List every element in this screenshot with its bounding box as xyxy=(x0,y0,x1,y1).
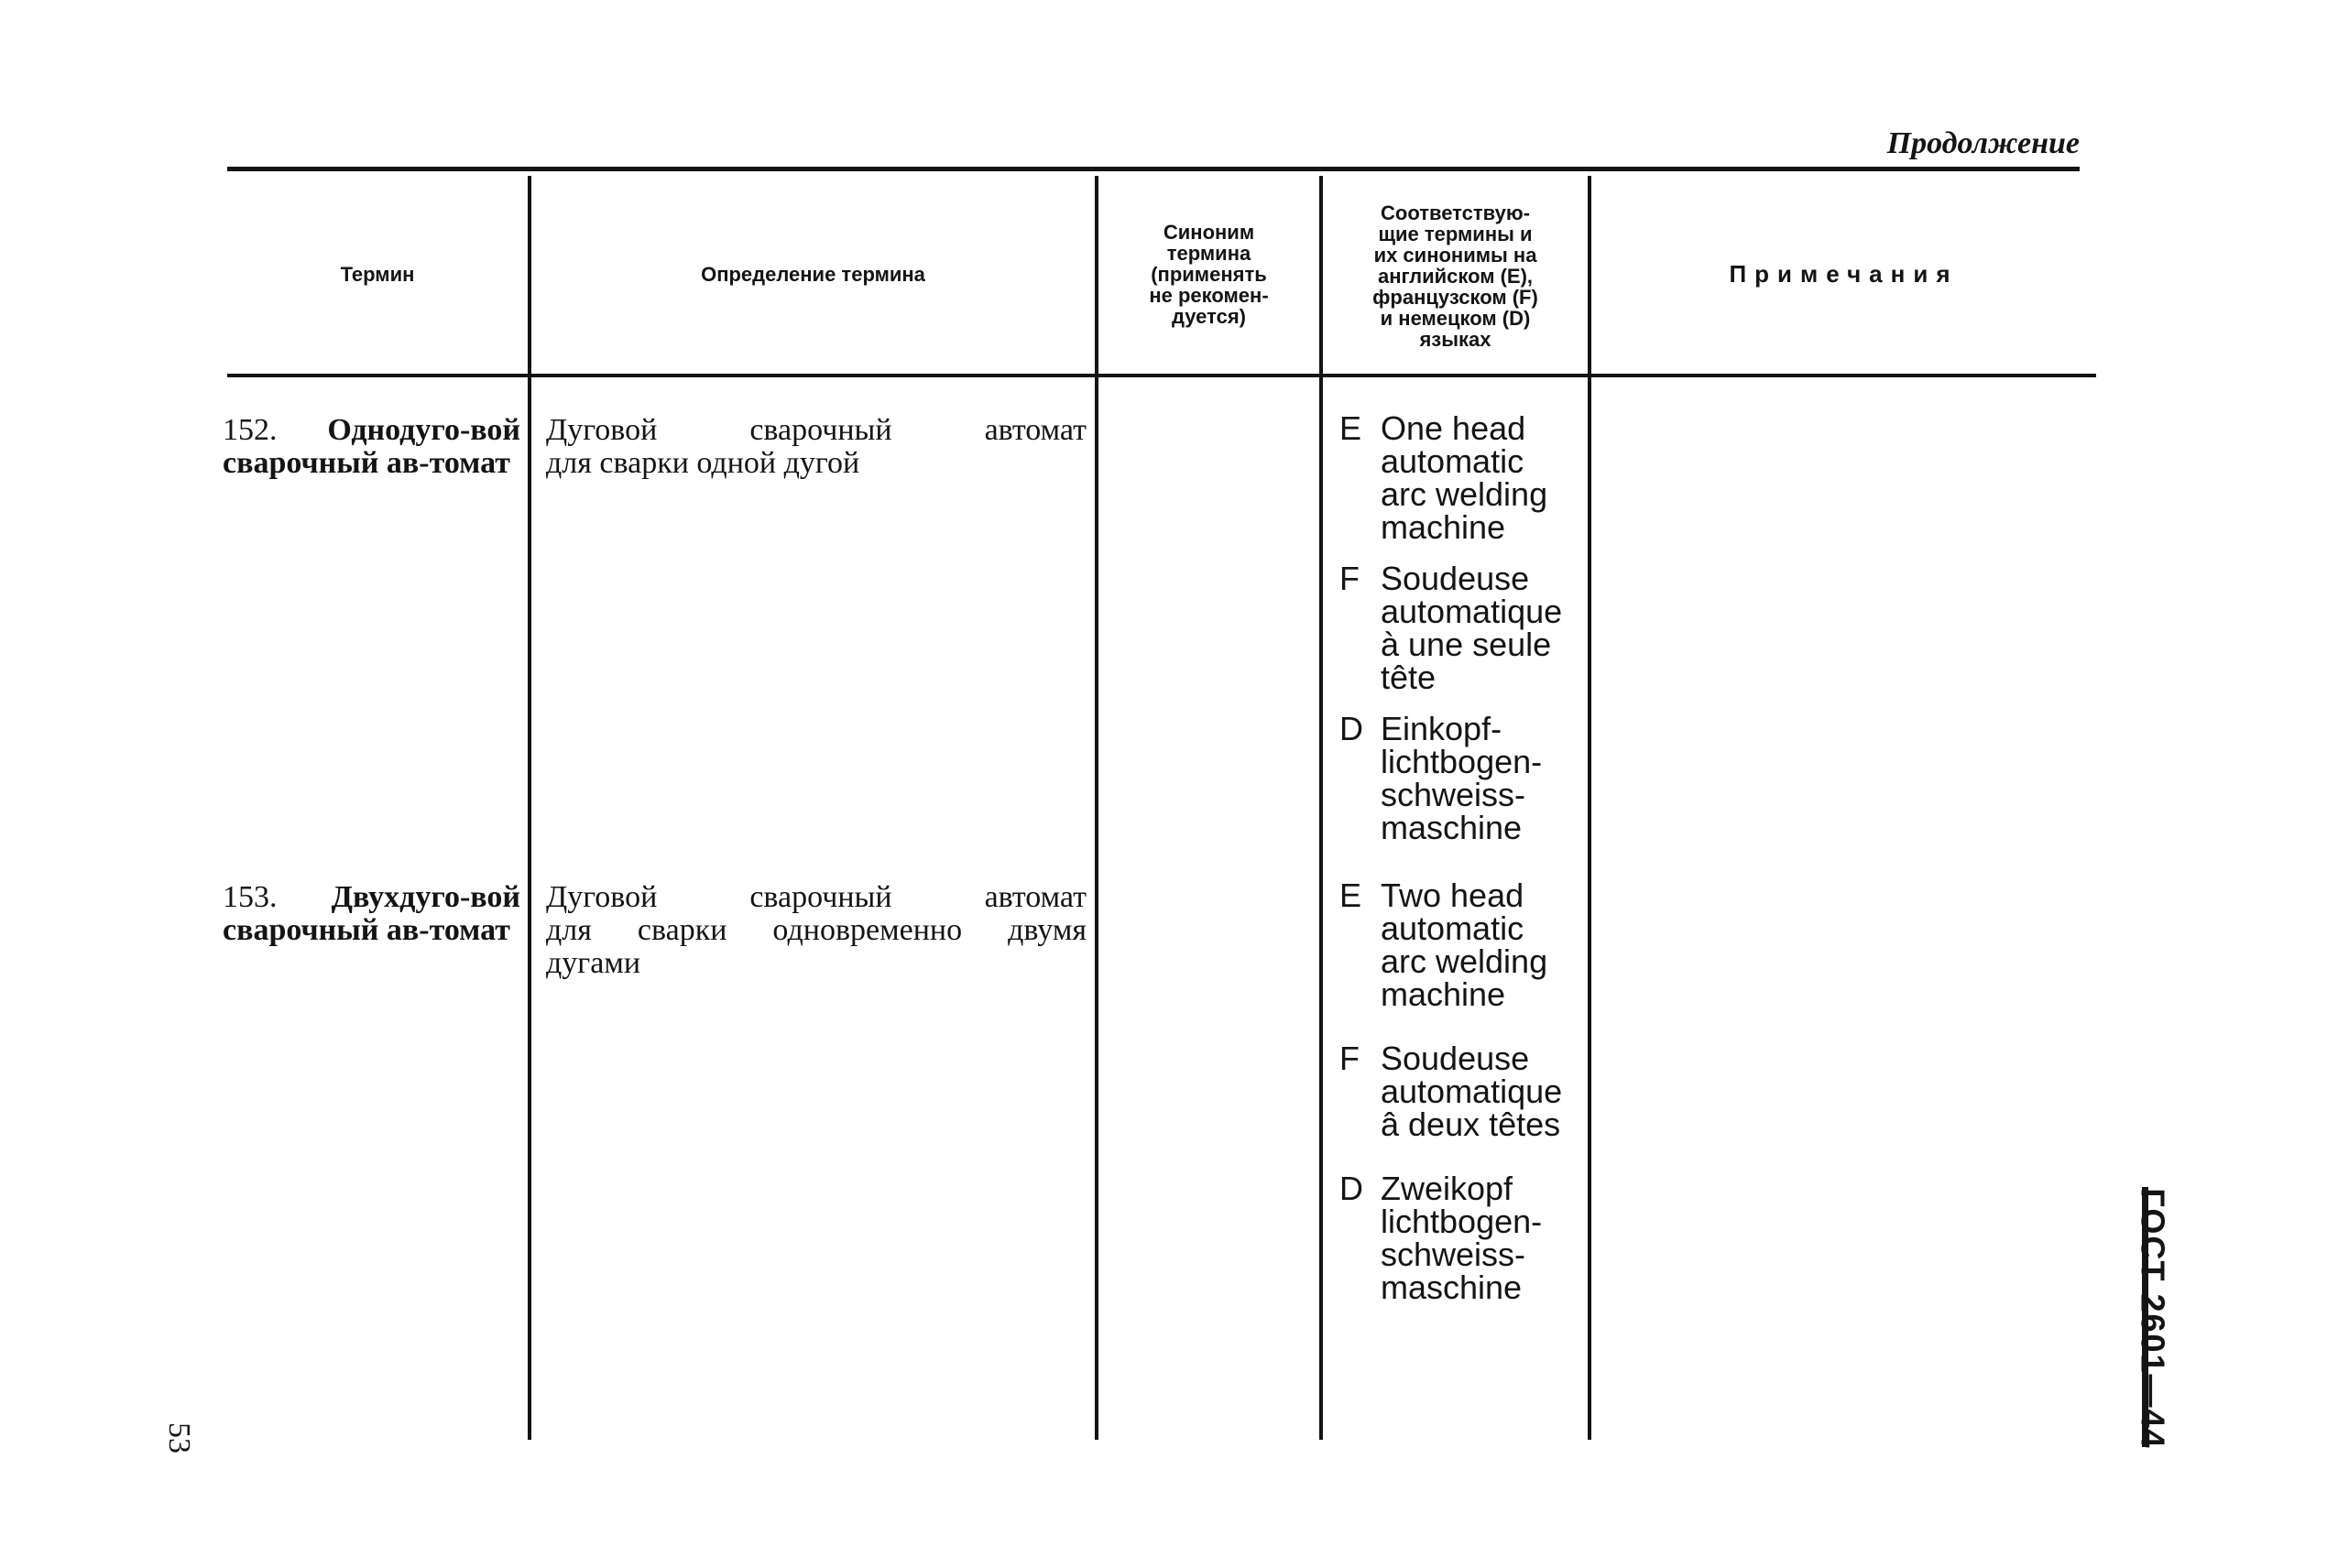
header-equivalents: Соответствую- щие термины и их синонимы на английском (E), французском (F) и немецком (D) языках xyxy=(1372,201,1538,351)
equivalents-152 xyxy=(1339,409,1596,846)
page-number-text: 53 xyxy=(162,1422,196,1454)
continuation-label: Продолжение xyxy=(1886,126,2080,160)
lang-code: D xyxy=(1339,1170,1363,1207)
equivalent-english xyxy=(1339,879,1596,1011)
definition-line: для сварки одновременно двумя xyxy=(546,913,1087,947)
header-term: Термин xyxy=(340,262,415,286)
definition-line: для сварки одной дугой xyxy=(546,446,860,480)
term-name: Двухдуго-вой сварочный ав-томат xyxy=(223,880,520,947)
lang-code: D xyxy=(1339,710,1363,747)
equivalent-german xyxy=(1339,1172,1596,1304)
standard-label-text: ГОСТ 2601—44 xyxy=(2135,1188,2173,1450)
equivalent-german xyxy=(1339,710,1596,846)
equivalent-text: Soudeuse automatique â deux têtes xyxy=(1381,1040,1563,1143)
header-definition: Определение термина xyxy=(701,262,925,286)
term-152 xyxy=(223,414,520,480)
standard-label xyxy=(2125,1188,2180,1450)
equivalent-text: Soudeuse automatique à une seule tête xyxy=(1381,560,1563,696)
page-number xyxy=(151,1410,206,1465)
equivalent-text: Zweikopf lichtbogen- schweiss- maschine xyxy=(1381,1170,1543,1306)
header-notes: Примечания xyxy=(1729,260,1959,288)
lang-code: E xyxy=(1339,409,1362,447)
definition-152 xyxy=(546,414,1087,480)
header-synonym: Синоним термина (применять не рекомен- дуется) xyxy=(1149,220,1269,328)
definition-line: Дуговой сварочный автомат xyxy=(546,413,1087,447)
table-top-rule xyxy=(227,167,2080,171)
equivalent-french xyxy=(1339,562,1596,694)
definition-line: Дуговой сварочный автомат xyxy=(546,880,1087,914)
term-153 xyxy=(223,881,520,947)
header-bottom-rule xyxy=(227,374,2096,377)
lang-code: F xyxy=(1339,560,1360,597)
term-number: 153. xyxy=(223,880,278,914)
lang-code: E xyxy=(1339,877,1362,914)
definition-153 xyxy=(546,881,1087,980)
term-number: 152. xyxy=(223,413,278,447)
equivalent-text: Two head automatic arc welding machine xyxy=(1381,877,1548,1013)
equivalents-153 xyxy=(1339,879,1596,1304)
lang-code: F xyxy=(1339,1040,1360,1077)
equivalent-french xyxy=(1339,1042,1596,1141)
definition-line: дугами xyxy=(546,946,641,980)
term-name: Однодуго-вой сварочный ав-томат xyxy=(223,413,520,480)
equivalent-text: One head automatic arc welding machine xyxy=(1381,409,1548,546)
equivalent-english xyxy=(1339,409,1596,546)
equivalent-text: Einkopf- lichtbogen- schweiss- maschine xyxy=(1381,710,1543,846)
